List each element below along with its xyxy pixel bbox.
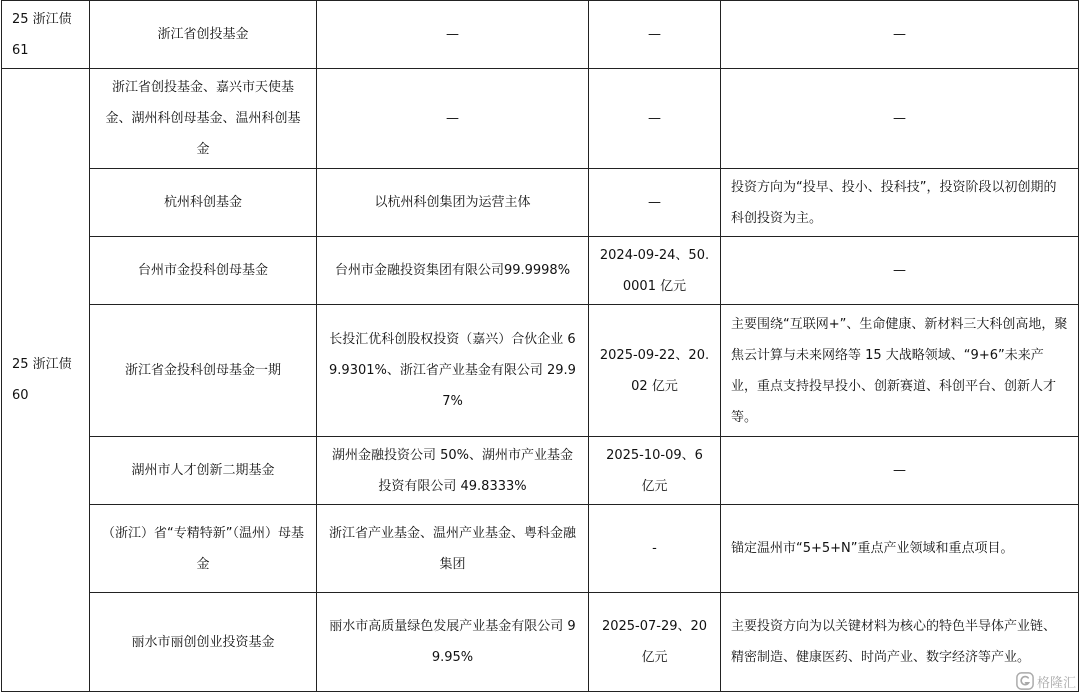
- table-row: [2, 437, 1079, 505]
- table-row: [2, 305, 1079, 437]
- investors-cell: 以杭州科创集团为运营主体: [317, 169, 589, 237]
- date-size-cell: 2025-09-22、20.02 亿元: [589, 305, 721, 437]
- watermark-text: 格隆汇: [1036, 675, 1076, 691]
- investors-cell: 台州市金融投资集团有限公司99.9998%: [317, 237, 589, 305]
- gelonghui-logo-icon: [1016, 672, 1034, 690]
- fund-table: [1, 0, 1079, 692]
- fund-name-cell: （浙江）省“专精特新”（温州）母基金: [90, 505, 317, 593]
- table-row: [2, 169, 1079, 237]
- direction-cell: —: [721, 437, 1079, 505]
- direction-cell: —: [721, 237, 1079, 305]
- table-row: [2, 69, 1079, 169]
- date-size-cell: 2025-10-09、6 亿元: [589, 437, 721, 505]
- table-row: [2, 1, 1079, 69]
- date-size-cell: -: [589, 505, 721, 593]
- table-row: [2, 237, 1079, 305]
- fund-name-cell: 湖州市人才创新二期基金: [90, 437, 317, 505]
- investors-cell: —: [317, 69, 589, 169]
- table-row: [2, 505, 1079, 593]
- investors-cell: 湖州金融投资公司 50%、湖州市产业基金投资有限公司 49.8333%: [317, 437, 589, 505]
- bond-name-cell: 25 浙江债61: [2, 1, 90, 69]
- investors-cell: 浙江省产业基金、温州产业基金、粤科金融集团: [317, 505, 589, 593]
- table-row: [2, 593, 1079, 692]
- watermark: [1016, 670, 1076, 692]
- date-size-cell: 2025-07-29、20 亿元: [589, 593, 721, 692]
- direction-cell: 主要围绕“互联网+”、生命健康、新材料三大科创高地，聚焦云计算与未来网络等 15 大战略领域、“9+6”未来产业，重点支持投早投小、创新赛道、科创平台、创新人才等。: [721, 305, 1079, 437]
- fund-name-cell: 丽水市丽创创业投资基金: [90, 593, 317, 692]
- direction-cell: 主要投资方向为以关键材料为核心的特色半导体产业链、精密制造、健康医药、时尚产业、数字经济等产业。: [721, 593, 1079, 692]
- fund-name-cell: 台州市金投科创母基金: [90, 237, 317, 305]
- direction-cell: 锚定温州市“5+5+N”重点产业领域和重点项目。: [721, 505, 1079, 593]
- investors-cell: —: [317, 1, 589, 69]
- fund-name-cell: 杭州科创基金: [90, 169, 317, 237]
- investors-cell: 丽水市高质量绿色发展产业基金有限公司 99.95%: [317, 593, 589, 692]
- date-size-cell: —: [589, 1, 721, 69]
- direction-cell: —: [721, 1, 1079, 69]
- direction-cell: 投资方向为“投早、投小、投科技”，投资阶段以初创期的科创投资为主。: [721, 169, 1079, 237]
- fund-name-cell: 浙江省金投科创母基金一期: [90, 305, 317, 437]
- investors-cell: 长投汇优科创股权投资（嘉兴）合伙企业 69.9301%、浙江省产业基金有限公司 29.97%: [317, 305, 589, 437]
- date-size-cell: 2024-09-24、50.0001 亿元: [589, 237, 721, 305]
- fund-name-cell: 浙江省创投基金: [90, 1, 317, 69]
- bond-name-cell: 25 浙江债60: [2, 69, 90, 692]
- fund-name-cell: 浙江省创投基金、嘉兴市天使基金、湖州科创母基金、温州科创基金: [90, 69, 317, 169]
- date-size-cell: —: [589, 69, 721, 169]
- date-size-cell: —: [589, 169, 721, 237]
- direction-cell: —: [721, 69, 1079, 169]
